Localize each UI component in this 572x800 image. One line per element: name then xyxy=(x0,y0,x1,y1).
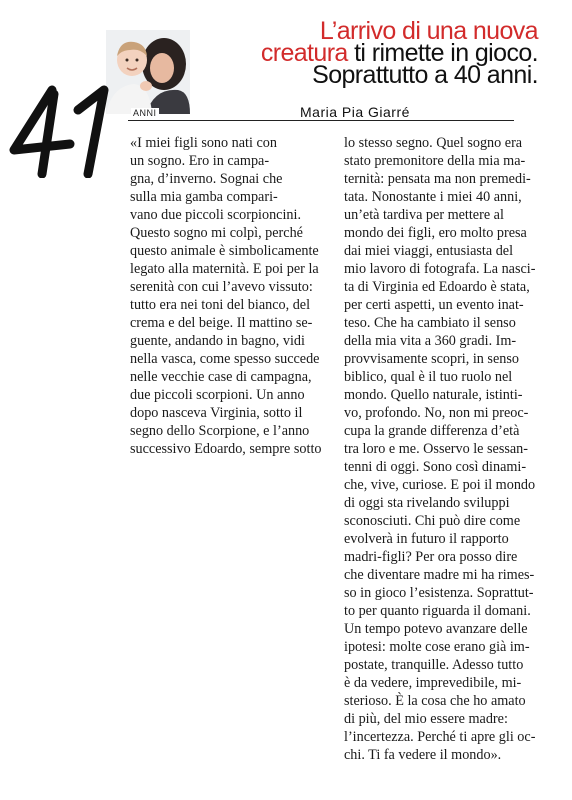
text-line: mondo dei figli, ero molto presa xyxy=(344,225,527,241)
text-line: sconosciuti. Chi può dire come xyxy=(344,513,521,529)
text-line: ipotesi: molte cose erano già im- xyxy=(344,639,530,655)
headline-line-2-dark: ti rimette in gioco. xyxy=(347,39,538,67)
text-line: nella vasca, come spesso succede xyxy=(130,351,320,367)
text-line: legato alla maternità. E poi per la xyxy=(130,261,319,277)
text-line: chi. Ti fa vedere il mondo». xyxy=(344,747,502,763)
page-number-graphic xyxy=(8,84,126,178)
text-line: nelle vecchie case di campagna, xyxy=(130,369,312,385)
body-column-1 xyxy=(130,134,335,458)
text-line: vano due piccoli scorpioncini. xyxy=(130,207,301,223)
text-line: «I miei figli sono nati con xyxy=(130,135,277,151)
text-line: ternità: pensata ma non premedi- xyxy=(344,171,531,187)
text-line: un’età tardiva per mettere al xyxy=(344,207,504,223)
text-line: tenni di oggi. Sono così dinami- xyxy=(344,459,527,475)
text-line: serenità con cui l’avevo vissuto: xyxy=(130,279,313,295)
text-line: tata. Nonostante i miei 40 anni, xyxy=(344,189,522,205)
headline-line-1: L’arrivo di una nuova xyxy=(319,17,538,45)
text-line: di più, del mio essere madre: xyxy=(344,711,508,727)
anni-label: ANNI xyxy=(133,108,157,118)
text-line: evolverà in futuro il rapporto xyxy=(344,531,509,547)
text-line: provvisamente scopri, in senso xyxy=(344,351,519,367)
text-line: stato premonitore della mia ma- xyxy=(344,153,526,169)
text-line: mio lavoro di fotografa. La nasci- xyxy=(344,261,536,277)
text-line: successivo Edoardo, sempre sotto xyxy=(130,441,322,457)
text-line: Un tempo potevo avanzare delle xyxy=(344,621,528,637)
text-line: che diventare madre mi ha rimes- xyxy=(344,567,535,583)
text-line: cupa la grande differenza d’età xyxy=(344,423,520,439)
text-line: dopo nasceva Virginia, sotto il xyxy=(130,405,303,421)
text-line: guente, andando in bagno, vidi xyxy=(130,333,305,349)
text-line: è da vedere, imprevedibile, mi- xyxy=(344,675,522,691)
text-line: tra loro e me. Osservo le sessan- xyxy=(344,441,528,457)
divider-rule xyxy=(128,120,514,121)
text-line: so in gioco l’esistenza. Soprattut- xyxy=(344,585,534,601)
headline-line-2-red: creatura xyxy=(260,39,348,67)
text-line: to per quanto riguarda il domani. xyxy=(344,603,531,619)
text-line: mondo. Quello naturale, istinti- xyxy=(344,387,523,403)
text-line: sulla mia gamba compari- xyxy=(130,189,278,205)
text-line: due piccoli scorpioni. Un anno xyxy=(130,387,305,403)
text-line: vo, profondo. No, non mi preoc- xyxy=(344,405,529,421)
text-line: madri-figli? Per ora posso dire xyxy=(344,549,518,565)
text-line: della mia vita a 360 gradi. Im- xyxy=(344,333,517,349)
text-line: biblico, qual è il tuo ruolo nel xyxy=(344,369,513,385)
text-line: gna, d’inverno. Sognai che xyxy=(130,171,283,187)
headline-line-3: Soprattutto a 40 anni. xyxy=(312,61,538,89)
body-column-2 xyxy=(344,134,569,764)
author-name: Maria Pia Giarré xyxy=(300,104,410,120)
text-line: sterioso. È la cosa che ho amato xyxy=(344,693,526,709)
text-line: teso. Che ha cambiato il senso xyxy=(344,315,516,331)
text-line: ta di Virginia ed Edoardo è stata, xyxy=(344,279,530,295)
text-line: crema e del beige. Il mattino se- xyxy=(130,315,313,331)
text-line: dai miei viaggi, entusiasta del xyxy=(344,243,514,259)
text-line: Questo sogno mi colpì, perché xyxy=(130,225,303,241)
text-line: segno dello Scorpione, e l’anno xyxy=(130,423,310,439)
text-line: l’incertezza. Perché ti apre gli oc- xyxy=(344,729,536,745)
text-line: questo animale è simbolicamente xyxy=(130,243,319,259)
text-line: un sogno. Ero in campa- xyxy=(130,153,270,169)
text-line: postate, tranquille. Adesso tutto xyxy=(344,657,524,673)
text-line: tutto era nei toni del bianco, del xyxy=(130,297,311,313)
headline xyxy=(198,17,538,89)
text-line: di oggi sta rivelando sviluppi xyxy=(344,495,510,511)
text-line: lo stesso segno. Quel sogno era xyxy=(344,135,523,151)
text-line: che, vive, curiose. E poi il mondo xyxy=(344,477,536,493)
text-line: per certi aspetti, un evento inat- xyxy=(344,297,524,313)
